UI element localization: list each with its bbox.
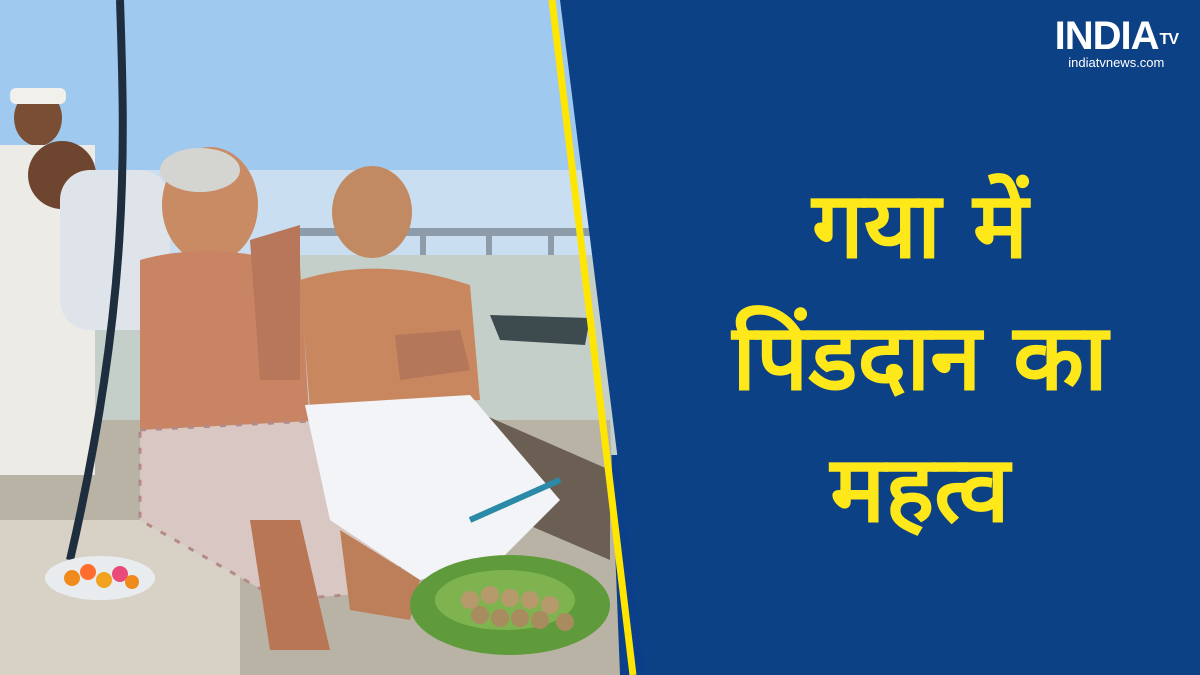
- website-url: indiatvnews.com: [1068, 55, 1165, 70]
- logo-tv: TV: [1159, 31, 1178, 48]
- brand-logo: [1055, 14, 1178, 70]
- headline-line-3: महत्व: [830, 436, 1010, 543]
- headline: [650, 160, 1190, 556]
- logo-text: INDIA: [1054, 14, 1159, 58]
- headline-line-1: गया में: [811, 172, 1029, 279]
- headline-line-2: पिंडदान का: [732, 304, 1108, 411]
- logo-wordmark: [1055, 14, 1178, 58]
- leaf-plate-with-pinds: [410, 555, 610, 655]
- flower-plate: [45, 556, 155, 600]
